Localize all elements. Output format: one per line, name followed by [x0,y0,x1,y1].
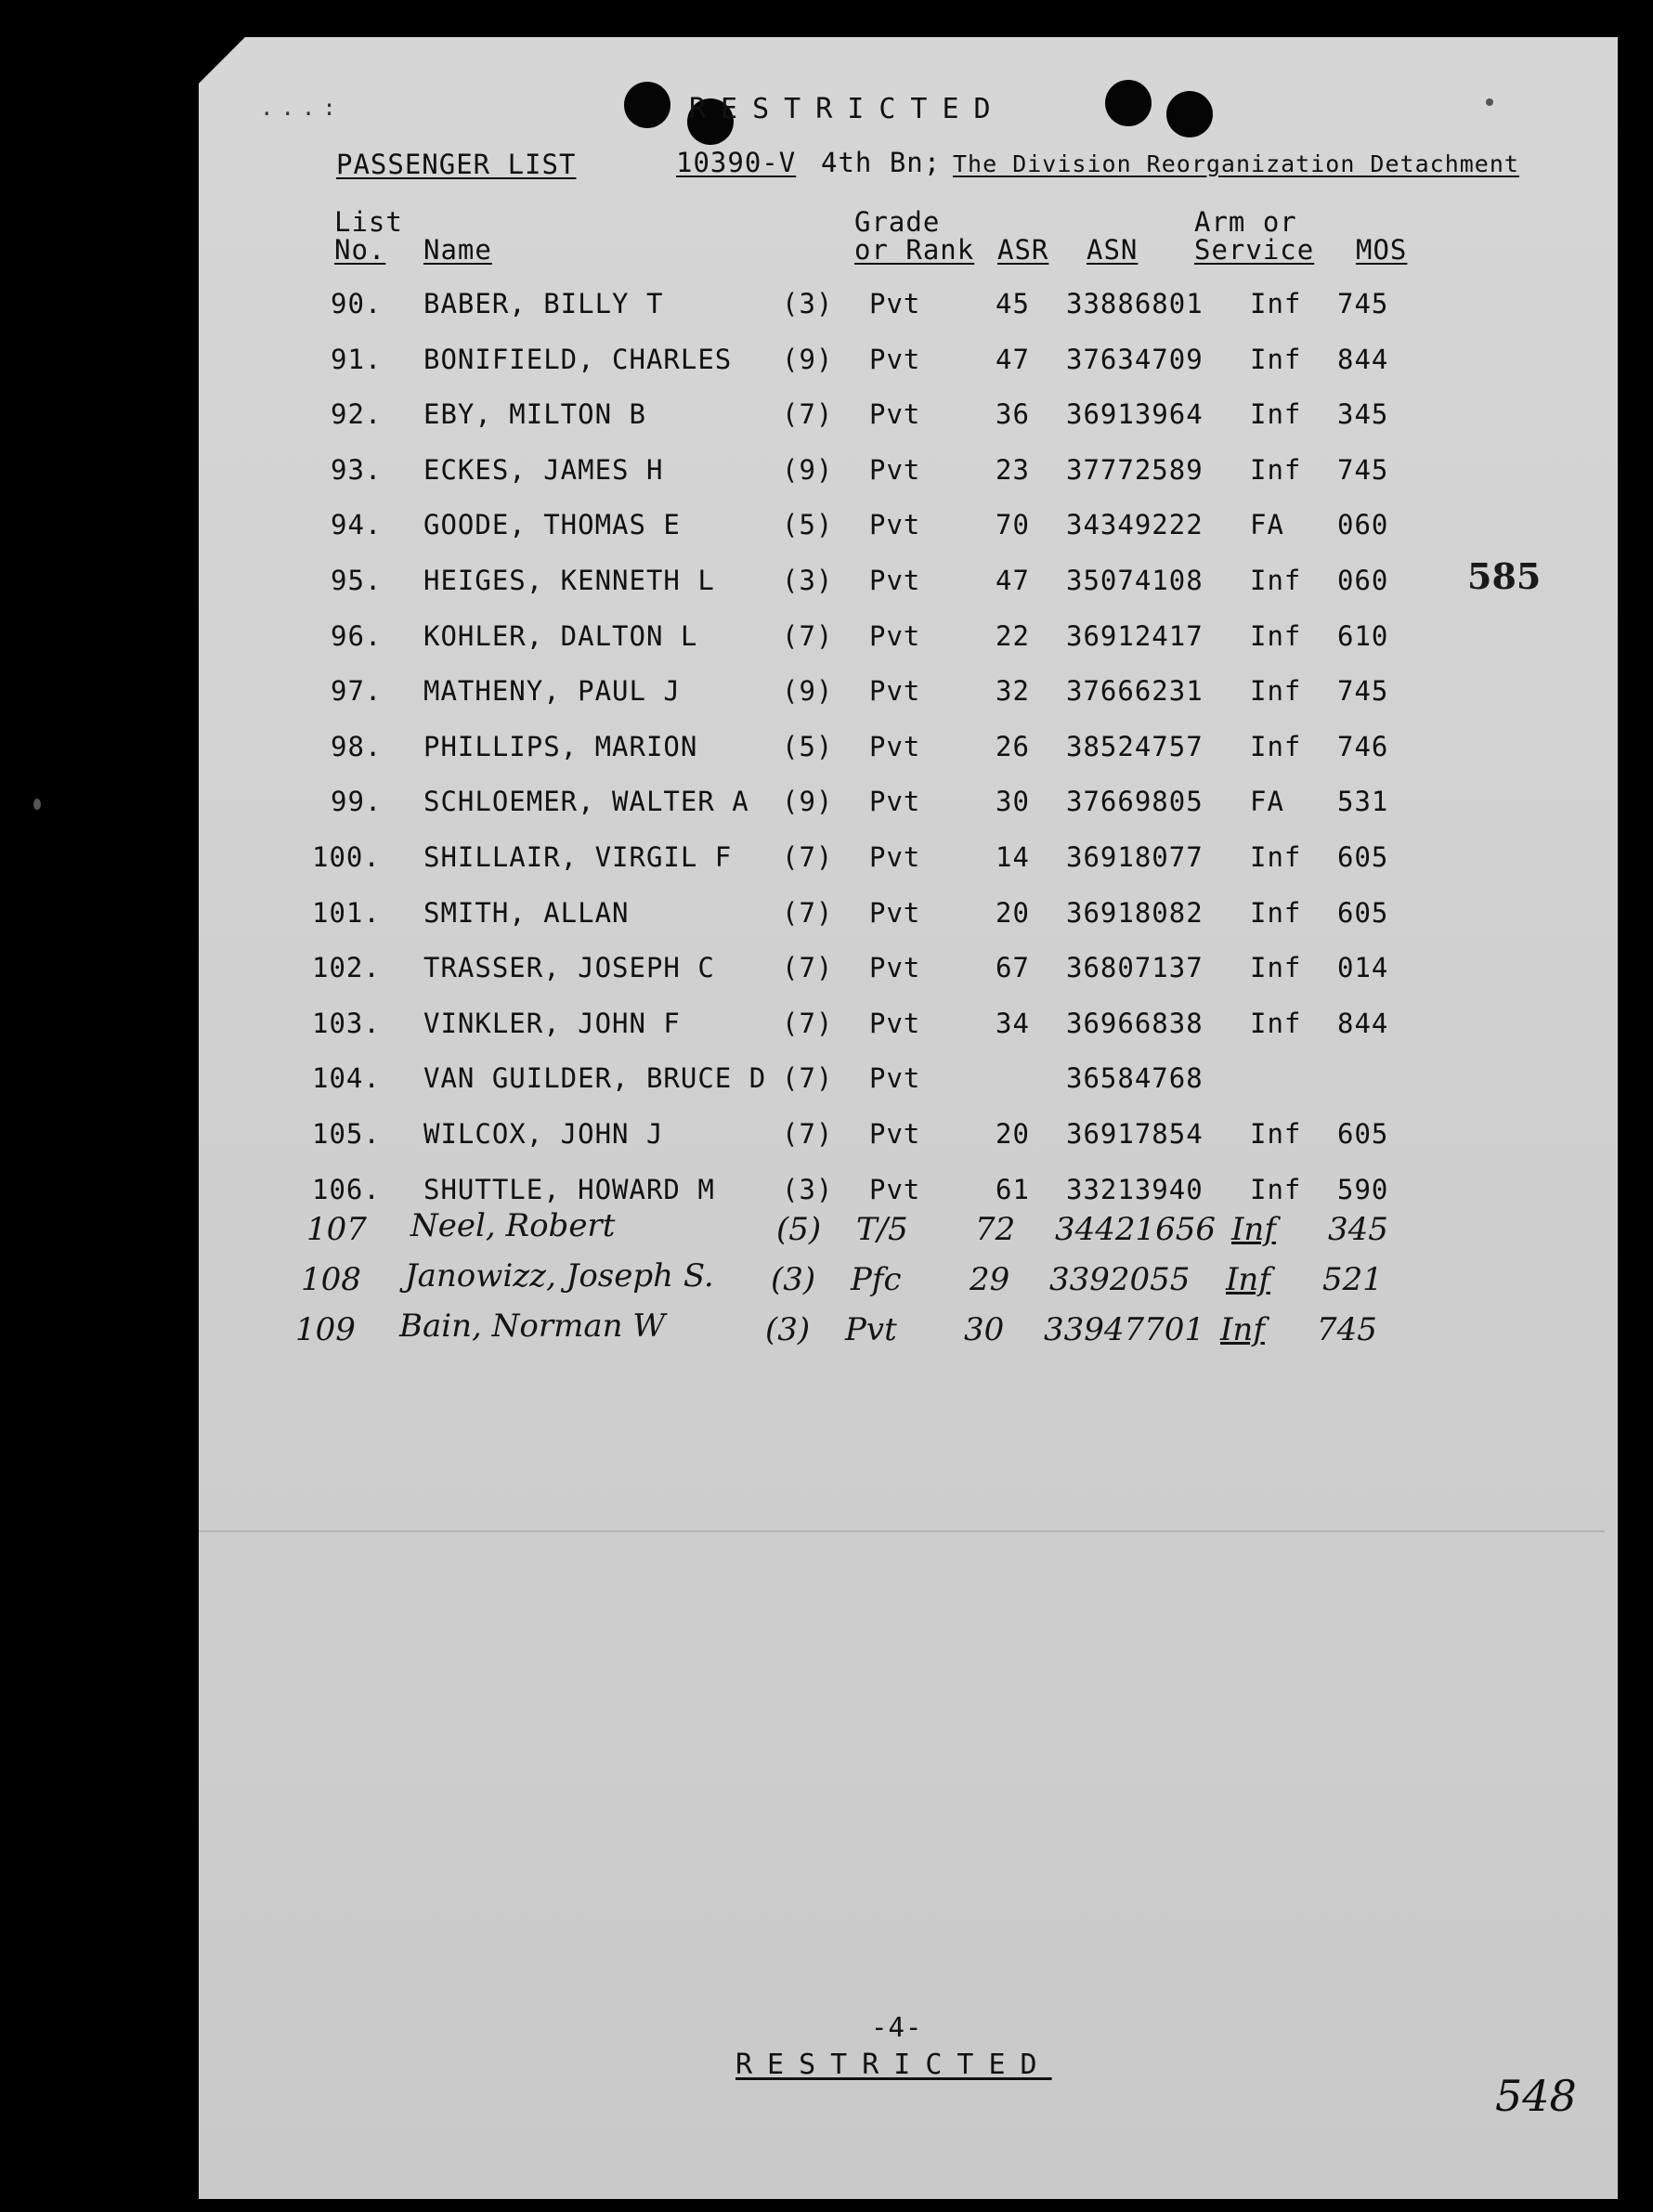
row-asr: 20 [996,896,1030,929]
row-mos: 605 [1337,841,1389,873]
row-rank: Pvt [869,1173,921,1205]
row-code: (3) [782,1173,834,1205]
row-name: SHILLAIR, VIRGIL F [423,841,733,873]
row-asr: 22 [996,619,1030,652]
row-asn: 37772589 [1066,453,1204,486]
fold-line [199,1530,1605,1532]
row-name: TRASSER, JOSEPH C [423,952,715,984]
row-mos: 014 [1337,952,1389,984]
unit-label: 4th Bn; [821,147,942,178]
col-asr: ASR [997,234,1049,266]
row-no: 94. [331,509,383,541]
stamp-number: 585 [1467,555,1542,597]
row-code: (7) [782,1118,834,1150]
row-no: 92. [331,398,383,431]
row-no: 103. [312,1007,381,1039]
row-asr: 30 [996,786,1030,818]
handwritten-asr: 72 [975,1211,1016,1248]
row-asn: 36584768 [1066,1062,1204,1095]
row-name: ECKES, JAMES H [423,453,664,486]
punch-hole [1166,91,1213,137]
handwritten-rank: T/5 [856,1211,908,1248]
row-name: EBY, MILTON B [423,398,646,431]
row-asn: 36966838 [1066,1007,1204,1039]
row-code: (7) [782,1062,834,1095]
handwritten-name: Janowizz, Joseph S. [405,1257,714,1295]
row-asn: 34349222 [1066,509,1204,541]
row-arm: Inf [1250,288,1302,319]
row-mos: 745 [1337,453,1389,486]
page-number: -4- [871,2011,923,2043]
row-arm: Inf [1250,1118,1302,1150]
punch-hole [1105,80,1152,126]
row-code: (7) [782,1007,834,1039]
row-no: 90. [331,288,383,319]
row-no: 106. [312,1173,381,1205]
row-code: (7) [782,398,834,431]
row-no: 97. [331,675,383,708]
row-no: 100. [312,841,381,873]
row-name: SMITH, ALLAN [423,896,630,929]
header-marks: ...: [260,95,344,121]
row-arm: Inf [1250,619,1302,652]
restricted-header: RESTRICTED [689,93,1006,125]
row-rank: Pvt [869,675,921,708]
row-no: 93. [331,453,383,486]
restricted-footer: RESTRICTED [735,2049,1052,2081]
row-no: 99. [331,786,383,818]
row-rank: Pvt [869,398,921,431]
row-rank: Pvt [869,730,921,762]
row-code: (9) [782,343,834,375]
list-id: 10390-V [676,147,797,178]
row-rank: Pvt [869,1007,921,1039]
row-rank: Pvt [869,1062,921,1095]
speck [33,799,41,810]
col-arm-1: Arm or [1194,206,1297,238]
row-asn: 33213940 [1066,1173,1204,1205]
row-name: VINKLER, JOHN F [423,1007,681,1039]
row-rank: Pvt [869,619,921,652]
row-name: WILCOX, JOHN J [423,1118,664,1150]
handwritten-arm: Inf [1231,1211,1276,1248]
row-asn: 35074108 [1066,565,1204,596]
row-rank: Pvt [869,509,921,541]
handwritten-no: 109 [295,1311,356,1348]
row-no: 102. [312,952,381,984]
handwritten-asn: 33947701 [1044,1311,1205,1348]
row-asn: 36912417 [1066,619,1204,652]
handwritten-mos: 745 [1317,1311,1377,1348]
row-code: (9) [782,453,834,486]
handwritten-arm: Inf [1220,1311,1265,1348]
row-name: BABER, BILLY T [423,288,664,319]
row-rank: Pvt [869,952,921,984]
row-rank: Pvt [869,343,921,375]
row-no: 96. [331,619,383,652]
col-asn: ASN [1087,234,1139,266]
row-code: (7) [782,952,834,984]
detachment-title: The Division Reorganization Detachment [953,150,1519,177]
row-no: 104. [312,1062,381,1095]
row-asr: 61 [996,1173,1030,1205]
row-name: HEIGES, KENNETH L [423,565,715,596]
handwritten-rank: Pvt [845,1311,897,1348]
row-mos: 605 [1337,1118,1389,1150]
handwritten-rank: Pfc [851,1261,902,1298]
row-mos: 531 [1337,786,1389,818]
row-name: PHILLIPS, MARION [423,730,698,762]
row-name: SHUTTLE, HOWARD M [423,1173,715,1205]
handwritten-mos: 521 [1322,1261,1383,1298]
row-asn: 36918077 [1066,841,1204,873]
row-code: (9) [782,786,834,818]
row-arm: Inf [1250,730,1302,762]
punch-hole [624,82,670,128]
handwritten-mos: 345 [1328,1211,1388,1248]
row-code: (7) [782,619,834,652]
row-code: (5) [782,730,834,762]
row-mos: 746 [1337,730,1389,762]
row-rank: Pvt [869,841,921,873]
folio-number: 548 [1495,2071,1577,2121]
row-mos: 745 [1337,675,1389,708]
row-mos: 590 [1337,1173,1389,1205]
row-code: (3) [782,288,834,319]
row-name: SCHLOEMER, WALTER A [423,786,749,818]
row-rank: Pvt [869,565,921,596]
row-code: (7) [782,896,834,929]
row-no: 101. [312,896,381,929]
row-name: MATHENY, PAUL J [423,675,681,708]
row-rank: Pvt [869,896,921,929]
row-mos: 060 [1337,565,1389,596]
handwritten-no: 107 [306,1211,367,1248]
speck [1486,98,1493,106]
row-asn: 36917854 [1066,1118,1204,1150]
handwritten-code: (3) [765,1311,811,1348]
row-code: (5) [782,509,834,541]
row-code: (7) [782,841,834,873]
row-asr: 26 [996,730,1030,762]
row-asr: 36 [996,398,1030,431]
row-no: 91. [331,343,383,375]
col-list-no-2: No. [334,234,386,266]
row-asn: 37669805 [1066,786,1204,818]
row-name: BONIFIELD, CHARLES [423,343,733,375]
handwritten-no: 108 [301,1261,361,1298]
col-grade-2: or Rank [854,234,975,266]
row-no: 105. [312,1118,381,1150]
row-arm: FA [1250,509,1284,541]
col-mos: MOS [1356,234,1408,266]
row-arm: Inf [1250,952,1302,984]
row-asn: 37666231 [1066,675,1204,708]
handwritten-asr: 29 [970,1261,1010,1298]
row-arm: Inf [1250,675,1302,708]
row-arm: Inf [1250,841,1302,873]
row-rank: Pvt [869,453,921,486]
row-asn: 38524757 [1066,730,1204,762]
row-mos: 605 [1337,896,1389,929]
row-asr: 45 [996,288,1030,319]
row-asr: 47 [996,565,1030,596]
row-name: GOODE, THOMAS E [423,509,681,541]
row-name: VAN GUILDER, BRUCE D [423,1062,767,1095]
col-arm-2: Service [1194,234,1315,266]
handwritten-asn: 3392055 [1049,1261,1191,1298]
row-asn: 36807137 [1066,952,1204,984]
row-asr: 70 [996,509,1030,541]
col-name: Name [423,234,492,266]
col-grade-1: Grade [854,206,941,238]
row-asn: 36913964 [1066,398,1204,431]
row-arm: Inf [1250,1007,1302,1039]
row-asr: 14 [996,841,1030,873]
row-mos: 345 [1337,398,1389,431]
row-mos: 745 [1337,288,1389,319]
row-asr: 32 [996,675,1030,708]
row-arm: Inf [1250,453,1302,486]
handwritten-asn: 34421656 [1055,1211,1217,1248]
row-arm: Inf [1250,343,1302,375]
handwritten-name: Neel, Robert [410,1207,616,1244]
row-mos: 844 [1337,1007,1389,1039]
row-arm: Inf [1250,398,1302,431]
row-asn: 33886801 [1066,288,1204,319]
row-code: (9) [782,675,834,708]
row-mos: 610 [1337,619,1389,652]
row-asr: 47 [996,343,1030,375]
handwritten-asr: 30 [964,1311,1005,1348]
row-asn: 36918082 [1066,896,1204,929]
row-rank: Pvt [869,786,921,818]
row-arm: FA [1250,786,1284,818]
row-code: (3) [782,565,834,596]
row-asr: 67 [996,952,1030,984]
row-no: 95. [331,565,383,596]
handwritten-name: Bain, Norman W [399,1308,666,1345]
row-asr: 20 [996,1118,1030,1150]
row-arm: Inf [1250,565,1302,596]
passenger-list-title: PASSENGER LIST [336,149,577,180]
row-mos: 844 [1337,343,1389,375]
row-rank: Pvt [869,288,921,319]
col-list-no-1: List [334,206,403,238]
handwritten-code: (5) [776,1211,822,1248]
row-asr: 23 [996,453,1030,486]
row-asn: 37634709 [1066,343,1204,375]
handwritten-code: (3) [771,1261,816,1298]
row-arm: Inf [1250,1173,1302,1205]
handwritten-arm: Inf [1226,1261,1270,1298]
row-name: KOHLER, DALTON L [423,619,698,652]
row-arm: Inf [1250,896,1302,929]
row-rank: Pvt [869,1118,921,1150]
row-asr: 34 [996,1007,1030,1039]
row-no: 98. [331,730,383,762]
row-mos: 060 [1337,509,1389,541]
